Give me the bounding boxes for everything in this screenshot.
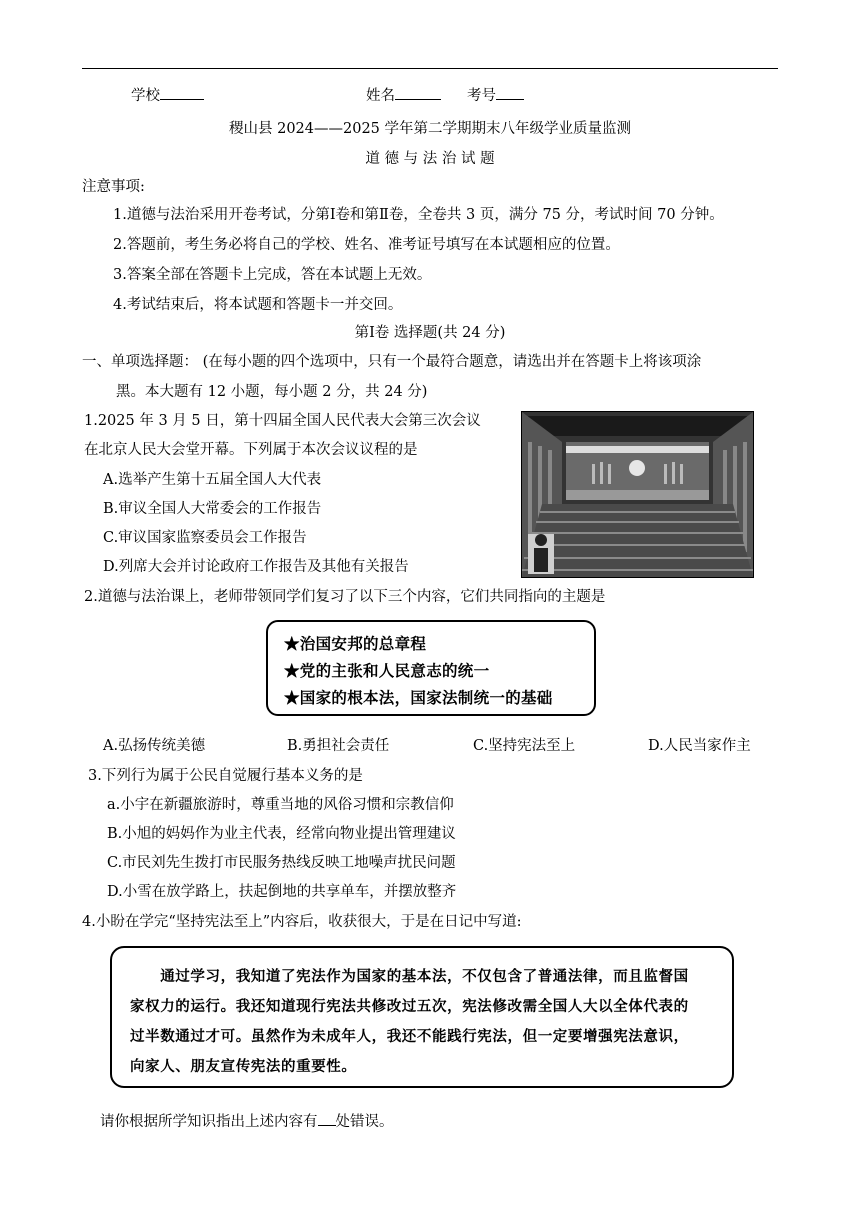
q4-question-before: 请你根据所学知识指出上述内容有 — [100, 1114, 318, 1130]
notice-item: 2.答题前，考生务必将自己的学校、姓名、准考证号填写在本试题相应的位置。 — [113, 237, 620, 253]
q1-option-a[interactable]: A.选举产生第十五届全国人大代表 — [103, 472, 322, 488]
congress-hall-illustration — [522, 412, 753, 577]
section-title: 第Ⅰ卷 选择题(共 24 分) — [354, 325, 506, 341]
exam-title: 稷山县 2024——2025 学年第二学期期末八年级学业质量监测 — [228, 121, 632, 137]
q1-option-b[interactable]: B.审议全国人大常委会的工作报告 — [103, 501, 322, 517]
q2-option-c[interactable]: C.坚持宪法至上 — [473, 738, 576, 754]
q2-option-b[interactable]: B.勇担社会责任 — [287, 738, 390, 754]
q3-option-b[interactable]: B.小旭的妈妈作为业主代表，经常向物业提出管理建议 — [107, 826, 456, 842]
q3-stem: 3.下列行为属于公民自觉履行基本义务的是 — [88, 768, 363, 784]
q4-diary-line: 向家人、朋友宣传宪法的重要性。 — [130, 1058, 357, 1075]
exam-no-field — [467, 84, 524, 105]
q2-stem: 2.道德与法治课上，老师带领同学们复习了以下三个内容，它们共同指向的主题是 — [84, 589, 606, 605]
q3-option-d[interactable]: D.小雪在放学路上，扶起倒地的共享单车，并摆放整齐 — [107, 884, 457, 900]
q4-answer-blank[interactable] — [318, 1111, 336, 1126]
q1-stem-line2: 在北京人民大会堂开幕。下列属于本次会议议程的是 — [84, 442, 418, 458]
q1-stem-line1: 1.2025 年 3 月 5 日，第十四届全国人民代表大会第三次会议 — [84, 413, 481, 429]
exam-no-blank[interactable] — [496, 85, 524, 100]
school-blank[interactable] — [160, 85, 204, 100]
q4-diary-line: 通过学习，我知道了宪法作为国家的基本法，不仅包含了普通法律，而且监督国 — [130, 968, 689, 985]
school-label: 学校 — [131, 88, 160, 104]
q4-stem: 4.小盼在学完“坚持宪法至上”内容后，收获很大，于是在日记中写道: — [82, 914, 522, 930]
notice-item: 4.考试结束后，将本试题和答题卡一并交回。 — [113, 297, 403, 313]
q2-option-a[interactable]: A.弘扬传统美德 — [103, 738, 206, 754]
school-field — [131, 84, 204, 105]
congress-hall-photo — [521, 411, 754, 578]
part1-instruction-line2: 黑。本大题有 12 小题，每小题 2 分，共 24 分) — [116, 384, 428, 400]
part1-instruction-line1: 一、单项选择题： (在每小题的四个选项中，只有一个最符合题意，请选出并在答题卡上将该项涂 — [82, 354, 702, 370]
q4-question-after: 处错误。 — [335, 1114, 394, 1130]
q1-option-c[interactable]: C.审议国家监察委员会工作报告 — [103, 530, 307, 546]
top-rule — [82, 68, 778, 69]
q2-box-line: ★国家的根本法，国家法制统一的基础 — [284, 688, 553, 707]
q2-box-line: ★党的主张和人民意志的统一 — [284, 661, 490, 680]
q2-option-d[interactable]: D.人民当家作主 — [648, 738, 751, 754]
q3-option-c[interactable]: C.市民刘先生拨打市民服务热线反映工地噪声扰民问题 — [107, 855, 456, 871]
q3-option-a[interactable]: a.小宇在新疆旅游时，尊重当地的风俗习惯和宗教信仰 — [107, 797, 454, 813]
name-label: 姓名 — [366, 88, 395, 104]
q2-box-line: ★治国安邦的总章程 — [284, 634, 427, 653]
q4-diary-line: 过半数通过才可。虽然作为未成年人，我还不能践行宪法，但一定要增强宪法意识， — [130, 1028, 689, 1045]
q4-diary-box — [110, 946, 734, 1088]
name-field — [366, 84, 441, 105]
exam-subtitle: 道 德 与 法 治 试 题 — [365, 151, 495, 167]
exam-no-label: 考号 — [467, 88, 496, 104]
q4-diary-line: 家权力的运行。我还知道现行宪法共修改过五次，宪法修改需全国人大以全体代表的 — [130, 998, 689, 1015]
q4-question — [100, 1110, 394, 1131]
q2-content-box — [266, 620, 596, 716]
name-blank[interactable] — [395, 85, 441, 100]
q1-option-d[interactable]: D.列席大会并讨论政府工作报告及其他有关报告 — [103, 559, 409, 575]
notice-heading: 注意事项: — [82, 179, 145, 195]
notice-item: 3.答案全部在答题卡上完成，答在本试题上无效。 — [113, 267, 432, 283]
notice-item: 1.道德与法治采用开卷考试，分第Ⅰ卷和第Ⅱ卷，全卷共 3 页，满分 75 分，考试时间 70 分钟。 — [113, 207, 724, 223]
